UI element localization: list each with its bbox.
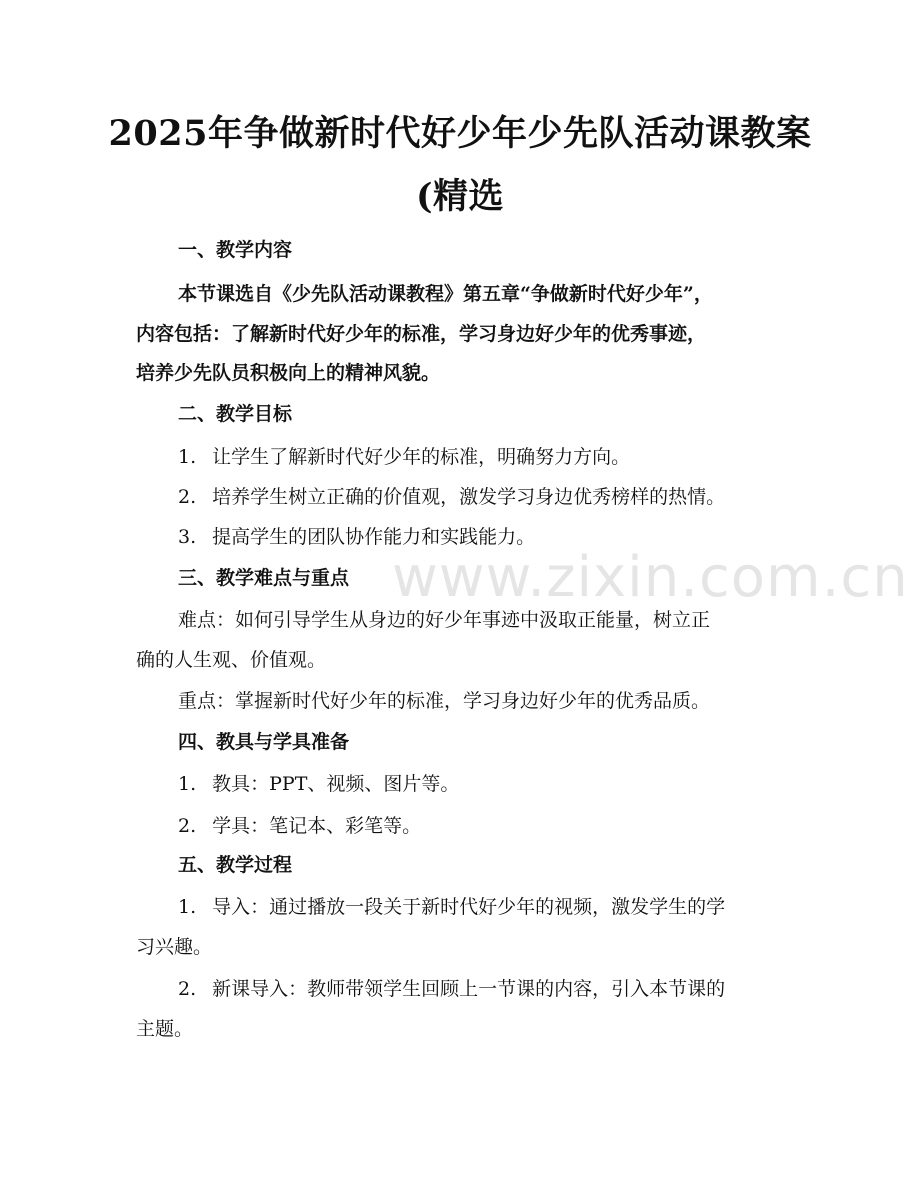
paragraph-line: 主题。 [136, 1018, 194, 1040]
paragraph-line: 习兴趣。 [136, 936, 213, 958]
list-item [178, 770, 459, 798]
list-item-text: 让学生了解新时代好少年的标准，明确努力方向。 [212, 446, 631, 468]
list-item-text: 新课导入：教师带领学生回顾上一节课的内容，引入本节课的 [212, 978, 726, 1000]
list-item-number: 2. [178, 815, 197, 837]
section-heading-teaching-aids: 四、教具与学具准备 [178, 731, 350, 753]
list-item [178, 975, 725, 1003]
paragraph-line: 确的人生观、价值观。 [136, 649, 327, 671]
list-item-number: 3. [178, 526, 197, 548]
list-item [178, 812, 421, 840]
document-title-line1: 2025年争做新时代好少年少先队活动课教案 [108, 113, 812, 154]
list-item [178, 893, 725, 921]
section-heading-difficulties-and-key-points: 三、教学难点与重点 [178, 567, 350, 589]
list-item-number: 2. [178, 978, 197, 1000]
list-item-number: 1. [178, 446, 197, 468]
list-item-number: 2. [178, 486, 197, 508]
list-item-text: 培养学生树立正确的价值观，激发学习身边优秀榜样的热情。 [212, 486, 726, 508]
list-item [178, 443, 630, 471]
list-item-text: 导入：通过播放一段关于新时代好少年的视频，激发学生的学 [212, 896, 726, 918]
paragraph-line: 难点：如何引导学生从身边的好少年事迹中汲取正能量，树立正 [178, 609, 711, 631]
paragraph-line: 内容包括：了解新时代好少年的标准，学习身边好少年的优秀事迹， [136, 323, 707, 345]
document-title-line2: (精选 [415, 176, 505, 217]
list-item-number: 1. [178, 773, 197, 795]
list-item-text: 提高学生的团队协作能力和实践能力。 [212, 526, 536, 548]
paragraph-line: 本节课选自《少先队活动课教程》第五章“争做新时代好少年”， [178, 283, 713, 305]
list-item [178, 483, 725, 511]
paragraph-line: 培养少先队员积极向上的精神风貌。 [136, 362, 441, 384]
paragraph-line: 重点：掌握新时代好少年的标准，学习身边好少年的优秀品质。 [178, 690, 711, 712]
watermark: www.zixin.com.cn [392, 545, 909, 610]
list-item-text: 学具：笔记本、彩笔等。 [212, 815, 422, 837]
list-item-number: 1. [178, 896, 197, 918]
section-heading-teaching-process: 五、教学过程 [178, 854, 293, 876]
section-heading-teaching-objectives: 二、教学目标 [178, 403, 293, 425]
list-item-text: 教具：PPT、视频、图片等。 [212, 773, 460, 795]
section-heading-teaching-content: 一、教学内容 [178, 239, 293, 261]
